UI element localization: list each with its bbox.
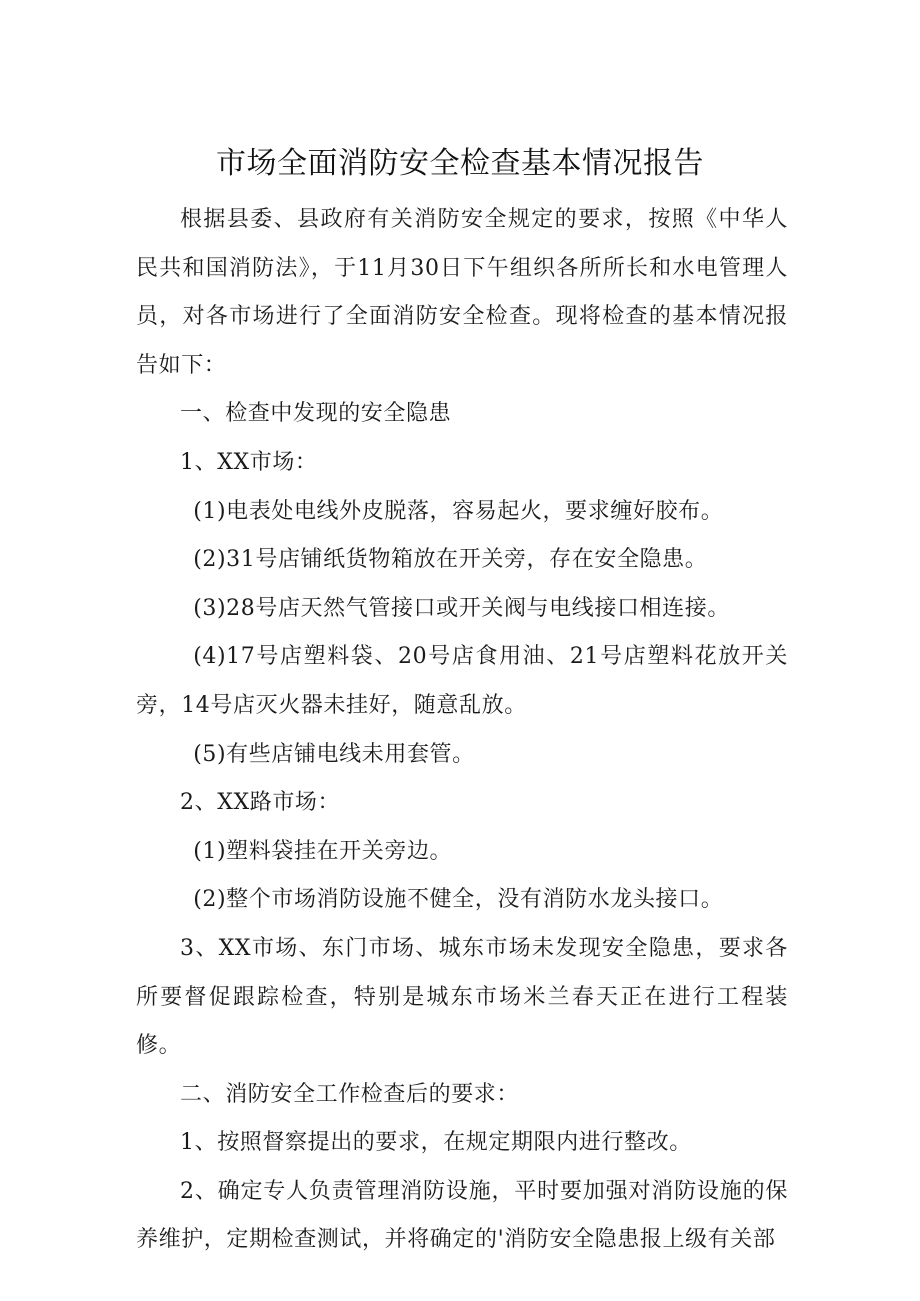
intro-paragraph: 根据县委、县政府有关消防安全规定的要求，按照《中华人民共和国消防法》，于11月30日下午组织各所所长和水电管理人员，对各市场进行了全面消防安全检查。现将检查的基本情况报告如下： xyxy=(136,207,788,378)
list-item: (2)整个市场消防设施不健全，没有消防水龙头接口。 xyxy=(193,887,724,913)
document-title: 市场全面消防安全检查基本情况报告 xyxy=(216,146,704,181)
body-paragraph: 3、XX市场、东门市场、城东市场未发现安全隐患，要求各所要督促跟踪检查，特别是城东市场米兰春天正在进行工程装修。 xyxy=(136,935,788,1059)
body-paragraph: 2、确定专人负责管理消防设施，平时要加强对消防设施的保养维护，定期检查测试，并将确定的'消防安全隐患报上级有关部 xyxy=(136,1178,788,1253)
list-item: (1)电表处电线外皮脱落，容易起火，要求缠好胶布。 xyxy=(193,498,724,524)
list-item: (4)17号店塑料袋、20号店食用油、21号店塑料花放开关旁，14号店灭火器未挂好，随意乱放。 xyxy=(136,644,788,718)
document-body xyxy=(136,196,788,1265)
list-item: (3)28号店天然气管接口或开关阀与电线接口相连接。 xyxy=(193,595,730,621)
body-paragraph: 1、按照督察提出的要求，在规定期限内进行整改。 xyxy=(180,1130,692,1156)
section-heading-hazards: 一、检查中发现的安全隐患 xyxy=(180,401,452,427)
list-item: (5)有些店铺电线未用套管。 xyxy=(193,741,475,767)
subsection-heading: 2、XX路市场： xyxy=(180,790,341,816)
list-item: (1)塑料袋挂在开关旁边。 xyxy=(193,838,453,864)
subsection-heading: 1、XX市场： xyxy=(180,449,318,475)
section-heading-requirements: 二、消防安全工作检查后的要求： xyxy=(180,1081,520,1107)
list-item: (2)31号店铺纸货物箱放在开关旁，存在安全隐患。 xyxy=(193,547,708,573)
